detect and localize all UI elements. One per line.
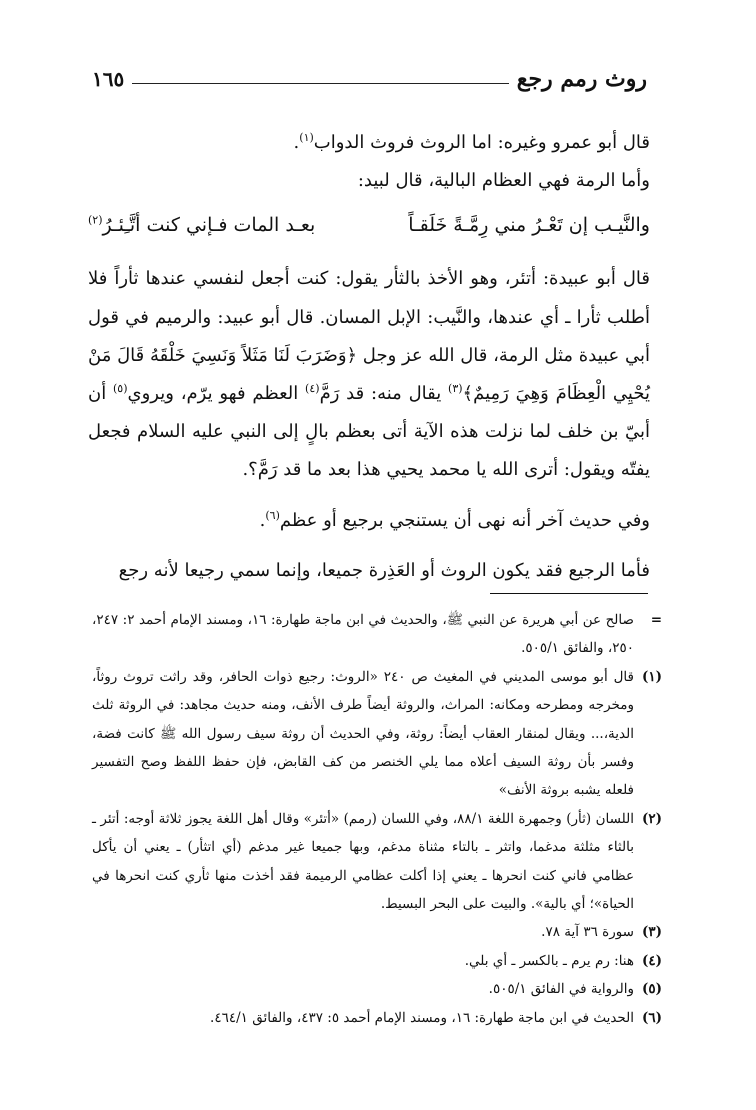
paragraph-3-text-a: قال أبو عبيدة: أتئر، وهو الأخذ بالثأر يقول: كنت أجعل لنفسي عندها ثأراً فلا أطلب ثأرا ـ أي عندها، والنَّيب: الإبل المسان. قال أبو عبيد: والرميم في قول أبي عبيدة مثل الرمة، قال الله عز وجل ﴿وَضَرَبَ لَنَا مَثَلاً وَنَسِيَ خَلْقَهُ قَالَ مَنْ يُحْيِي الْعِظَامَ وَهِيَ رَمِيمٌ﴾ [88,268,650,405]
paragraph-5: فأما الرجيع فقد يكون الروث أو العَذِرة جميعا، وإنما سمي رجيعا لأنه رجع [118,559,650,581]
paragraph-2: وأما الرمة فهي العظام البالية، قال لبيد: [357,170,650,192]
poem-second-hemistich: بعـد المات فـإني كنت أتَّـِئـرُ [102,214,316,237]
footnote-3-number: (٣) [641,924,662,941]
footnote-1 [92,663,662,805]
paragraph-1-text: قال أبو عمرو وغيره: اما الروث فروث الدواب [313,132,650,153]
footnote-continued-text: صالح عن أبي هريرة عن النبي ﷺ، والحديث في ابن ماجة طهارة: ١٦، ومسند الإمام أحمد ٢: ٢٤٧، ٢٥٠، والفائق ٥٠٥/١. [92,612,634,657]
paragraph-4 [88,502,650,540]
paragraph-3-text-b: يقال منه: قد رَمَّ [319,383,449,405]
footnote-ref-4: (٤) [305,382,320,396]
footnote-separator [490,593,648,594]
paragraph-4-text: وفي حديث آخر أنه نهى أن يستنجي برجيع أو عظم [279,509,650,531]
footnote-2 [92,805,662,919]
page-header [92,62,647,92]
footnote-ref-6: (٦) [265,508,280,522]
page-number: ١٦٥ [92,67,125,91]
footnote-6-number: (٦) [641,1009,662,1026]
footnote-2-number: (٢) [641,810,662,827]
footnote-5 [92,975,662,1003]
footnote-5-text: والرواية في الفائق ٥٠٥/١. [488,981,634,998]
footnote-ref-1: (١) [299,131,314,144]
footnote-6-text: الحديث في ابن ماجة طهارة: ١٦، ومسند الإمام أحمد ٥: ٤٣٧، والفائق ٤٦٤/١. [210,1009,634,1026]
header-rule [132,83,509,84]
footnote-continued [92,606,662,663]
footnotes [92,606,662,1032]
paragraph-3-text-c: العظم فهو يرّم، ويروي [127,383,306,405]
poem-first-hemistich: والنَّيـب إن تَعْـرُ مني رِمَّـةً خَلَقـاً [408,214,650,237]
footnote-1-text: قال أبو موسى المديني في المغيث ص ٢٤٠ «الروث: رجيع ذوات الحافر، وقد راثت تروث روثاً، ومخرجه ومطرحه ومكانه: المراث، والروثة أيضاً طرف الأنف، ومنه حديث مجاهد: في الروثة ثلث الدية،... ويقال لمنقار العقاب أيضاً: روثة، وفي الحديث أن روثة سيف رسول الله ﷺ كانت فضة، وفسر بأن روثة السيف أعلاه مما يلي الخنصر من كف القابض، فإن حفظ اللفظ وصح التفسير فلعله يشبه بروثة الأنف» [92,668,634,799]
footnote-3 [92,918,662,946]
footnote-4-number: (٤) [641,952,662,969]
paragraph-3-text-d: أن أبيّ بن خلف لما نزلت هذه الآية أتى بعظم بالٍ إلى النبي عليه السلام فجعل يفتّه ويقول: أترى الله يا محمد يحيي هذا بعد ما قد رَمَّ؟. [88,383,650,481]
paragraph-3 [88,260,650,489]
main-text [88,124,650,590]
paragraph-4-end: . [259,509,266,531]
paragraph-1-end: . [293,132,300,153]
footnote-3-text: سورة ٣٦ آية ٧٨. [541,924,634,941]
running-title: روث رمم رجع [516,66,647,92]
paragraph-1 [88,124,650,162]
footnote-ref-2: (٢) [88,214,103,228]
footnote-1-number: (١) [641,668,662,685]
poem-verse [88,202,650,248]
poem-second-hemistich-wrap [88,202,315,248]
footnote-ref-3: (٣) [448,382,463,396]
footnote-continued-marker: = [650,612,662,628]
footnote-5-number: (٥) [641,981,662,998]
footnote-4-text: هنا: رم يرم ـ بالكسر ـ أي بلي. [464,952,634,969]
footnote-4 [92,947,662,975]
footnote-2-text: اللسان (ثأر) وجمهرة اللغة ٨٨/١، وفي اللسان (رمم) «أتئر» وقال أهل اللغة يجوز ثلاثة أوجه: أتئر ـ بالثاء مثلثة مدغما، واتثر ـ بالتاء مثناة مدغم، وبها جميعا غير مدغم (أي اتثأر) ـ يعني أن يأكل عظامي فاني كنت انحرها ـ يعني إذا أكلت عظامي الرميمة فقد أخذت منها ثأري كنت انحرها في الحياة»؛ أي بالية». والبيت على البحر البسيط. [92,810,634,913]
footnote-6 [92,1004,662,1032]
footnote-ref-5: (٥) [113,382,128,396]
